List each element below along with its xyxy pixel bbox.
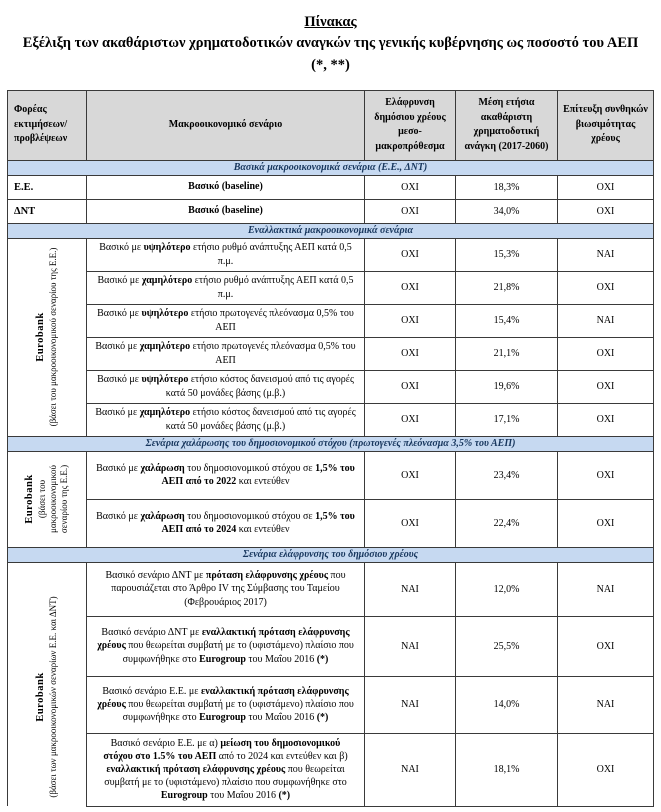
table-row bbox=[8, 238, 654, 271]
table-row bbox=[8, 337, 654, 370]
scenario-cell: Βασικό με υψηλότερο ετήσιο ρυθμό ανάπτυξης ΑΕΠ κατά 0,5 π.μ. bbox=[87, 238, 365, 271]
scenario-cell: Βασικό με χαμηλότερο ετήσιο πρωτογενές πλεόνασμα 0,5% του ΑΕΠ bbox=[87, 337, 365, 370]
table-row bbox=[8, 271, 654, 304]
section-band-alternative-scenarios bbox=[8, 223, 654, 238]
table-row bbox=[8, 304, 654, 337]
relief-cell: ΝΑΙ bbox=[365, 676, 456, 733]
sustainability-cell: ΝΑΙ bbox=[558, 238, 654, 271]
sustainability-cell: ΟΧΙ bbox=[558, 271, 654, 304]
column-header-scenario: Μακροοικονομικό σενάριο bbox=[87, 90, 365, 160]
entity-cell-eurobank-eu-imf bbox=[8, 562, 87, 806]
scenario-cell: Βασικό με υψηλότερο ετήσιο κόστος δανεισμού από τις αγορές κατά 50 μονάδες βάσης (μ.β.) bbox=[87, 370, 365, 403]
entity-cell: ΔΝΤ bbox=[8, 199, 87, 223]
scenario-cell: Βασικό σενάριο ΔΝΤ με πρόταση ελάφρυνσης χρέους που παρουσιάζεται στο Άρθρο IV της Σύμβασης του Ταμείου (Φεβρουάριος 2017) bbox=[87, 562, 365, 616]
sustainability-cell: ΝΑΙ bbox=[558, 676, 654, 733]
entity-desc: (βάσει του μακροοικονομικού σεναρίου της Ε.Ε.) bbox=[47, 247, 58, 427]
table-header-row bbox=[8, 90, 654, 160]
vertical-entity-label bbox=[24, 453, 70, 545]
column-header-sustainability: Επίτευξη συνθηκών βιωσιμότητας χρέους bbox=[558, 90, 654, 160]
relief-cell: ΟΧΙ bbox=[365, 499, 456, 547]
relief-cell: ΟΧΙ bbox=[365, 451, 456, 499]
scenario-cell: Βασικό με χαλάρωση του δημοσιονομικού στόχου σε 1,5% του ΑΕΠ από το 2024 και εντεύθεν bbox=[87, 499, 365, 547]
page-title: Πίνακας bbox=[304, 14, 357, 30]
sustainability-cell: ΟΧΙ bbox=[558, 337, 654, 370]
sustainability-cell: ΟΧΙ bbox=[558, 451, 654, 499]
table-row bbox=[8, 733, 654, 806]
need-cell: 19,6% bbox=[456, 370, 558, 403]
entity-name: Eurobank bbox=[24, 474, 36, 524]
entity-cell: Ε.Ε. bbox=[8, 175, 87, 199]
need-cell: 15,3% bbox=[456, 238, 558, 271]
entity-desc: (βάσει των μακροοικονομικών σεναρίων Ε.Ε. και ΔΝΤ) bbox=[47, 595, 58, 798]
relief-cell: ΟΧΙ bbox=[365, 337, 456, 370]
vertical-entity-label bbox=[35, 240, 59, 435]
relief-cell: ΝΑΙ bbox=[365, 733, 456, 806]
relief-cell: ΟΧΙ bbox=[365, 175, 456, 199]
section-band-basic-scenarios bbox=[8, 160, 654, 175]
scenario-cell: Βασικό (baseline) bbox=[87, 199, 365, 223]
need-cell: 18,3% bbox=[456, 175, 558, 199]
table-row bbox=[8, 370, 654, 403]
scenario-cell: Βασικό σενάριο Ε.Ε. με α) μείωση του δημοσιονομικού στόχου στο 1.5% του ΑΕΠ από το 2024 και εντεύθεν και β) εναλλακτική πρόταση ελάφρυνσης χρέους που θεωρείται συμβατή με το (υφιστάμενο) πλαίσιο που συμφωνήθηκε στο Eurogroup του Μαΐου 2016 (*) bbox=[87, 733, 365, 806]
section-band-label: Σενάρια χαλάρωσης του δημοσιονομικού στόχου (πρωτογενές πλεόνασμα 3,5% του ΑΕΠ) bbox=[8, 436, 654, 451]
table-row bbox=[8, 499, 654, 547]
sustainability-cell: ΟΧΙ bbox=[558, 175, 654, 199]
sustainability-cell: ΝΑΙ bbox=[558, 562, 654, 616]
entity-cell-eurobank-eu bbox=[8, 451, 87, 547]
need-cell: 23,4% bbox=[456, 451, 558, 499]
need-cell: 25,5% bbox=[456, 616, 558, 676]
sustainability-cell: ΟΧΙ bbox=[558, 499, 654, 547]
scenario-cell: Βασικό με χαμηλότερο ετήσιο ρυθμό ανάπτυξης ΑΕΠ κατά 0,5 π.μ. bbox=[87, 271, 365, 304]
need-cell: 22,4% bbox=[456, 499, 558, 547]
relief-cell: ΟΧΙ bbox=[365, 271, 456, 304]
relief-cell: ΟΧΙ bbox=[365, 370, 456, 403]
sustainability-cell: ΟΧΙ bbox=[558, 403, 654, 436]
scenario-cell: Βασικό με χαλάρωση του δημοσιονομικού στόχου σε 1,5% του ΑΕΠ από το 2022 και εντεύθεν bbox=[87, 451, 365, 499]
need-cell: 21,8% bbox=[456, 271, 558, 304]
need-cell: 21,1% bbox=[456, 337, 558, 370]
table-row bbox=[8, 199, 654, 223]
financing-needs-table bbox=[7, 90, 654, 807]
need-cell: 17,1% bbox=[456, 403, 558, 436]
relief-cell: ΟΧΙ bbox=[365, 238, 456, 271]
relief-cell: ΟΧΙ bbox=[365, 304, 456, 337]
column-header-financing-need: Μέση ετήσια ακαθάριστη χρηματοδοτική ανάγκη (2017-2060) bbox=[456, 90, 558, 160]
section-band-debt-relief bbox=[8, 547, 654, 562]
vertical-entity-label bbox=[35, 563, 59, 812]
table-row bbox=[8, 451, 654, 499]
need-cell: 18,1% bbox=[456, 733, 558, 806]
page-subtitle: Εξέλιξη των ακαθάριστων χρηματοδοτικών αναγκών της γενικής κυβέρνησης ως ποσοστό του ΑΕΠ (*, **) bbox=[22, 35, 639, 73]
section-band-fiscal-relaxation bbox=[8, 436, 654, 451]
scenario-cell: Βασικό με χαμηλότερο ετήσιο κόστος δανεισμού από τις αγορές κατά 50 μονάδες βάσης (μ.β.) bbox=[87, 403, 365, 436]
scenario-cell: Βασικό σενάριο Ε.Ε. με εναλλακτική πρόταση ελάφρυνσης χρέους που θεωρείται συμβατή με το (υφιστάμενο) πλαίσιο που συμφωνήθηκε στο Eurogroup του Μαΐου 2016 (*) bbox=[87, 676, 365, 733]
sustainability-cell: ΟΧΙ bbox=[558, 733, 654, 806]
section-band-label: Βασικά μακροοικονομικά σενάρια (Ε.Ε., ΔΝΤ) bbox=[8, 160, 654, 175]
need-cell: 14,0% bbox=[456, 676, 558, 733]
sustainability-cell: ΟΧΙ bbox=[558, 370, 654, 403]
table-row bbox=[8, 616, 654, 676]
scenario-cell: Βασικό με υψηλότερο ετήσιο πρωτογενές πλεόνασμα 0,5% του ΑΕΠ bbox=[87, 304, 365, 337]
entity-cell-eurobank-eu bbox=[8, 238, 87, 436]
section-band-label: Εναλλακτικά μακροοικονομικά σενάρια bbox=[8, 223, 654, 238]
need-cell: 34,0% bbox=[456, 199, 558, 223]
relief-cell: ΟΧΙ bbox=[365, 403, 456, 436]
table-row bbox=[8, 562, 654, 616]
column-header-debt-relief: Ελάφρυνση δημόσιου χρέους μεσο-μακροπρόθεσμα bbox=[365, 90, 456, 160]
table-row bbox=[8, 403, 654, 436]
table-row bbox=[8, 175, 654, 199]
relief-cell: ΟΧΙ bbox=[365, 199, 456, 223]
entity-name: Eurobank bbox=[35, 312, 47, 362]
relief-cell: ΝΑΙ bbox=[365, 616, 456, 676]
sustainability-cell: ΟΧΙ bbox=[558, 199, 654, 223]
scenario-cell: Βασικό σενάριο ΔΝΤ με εναλλακτική πρόταση ελάφρυνσης χρέους που θεωρείται συμβατή με το (υφιστάμενο) πλαίσιο που συμφωνήθηκε στο Eurogroup του Μαΐου 2016 (*) bbox=[87, 616, 365, 676]
entity-name: Eurobank bbox=[35, 671, 47, 722]
scenario-cell: Βασικό (baseline) bbox=[87, 175, 365, 199]
column-header-entity: Φορέας εκτιμήσεων/ προβλέψεων bbox=[8, 90, 87, 160]
section-band-label: Σενάρια ελάφρυνσης του δημόσιου χρέους bbox=[8, 547, 654, 562]
sustainability-cell: ΟΧΙ bbox=[558, 616, 654, 676]
entity-desc: (βάσει του μακροοικονομικού σεναρίου της Ε.Ε.) bbox=[36, 464, 69, 534]
relief-cell: ΝΑΙ bbox=[365, 562, 456, 616]
need-cell: 12,0% bbox=[456, 562, 558, 616]
table-row bbox=[8, 676, 654, 733]
sustainability-cell: ΝΑΙ bbox=[558, 304, 654, 337]
need-cell: 15,4% bbox=[456, 304, 558, 337]
